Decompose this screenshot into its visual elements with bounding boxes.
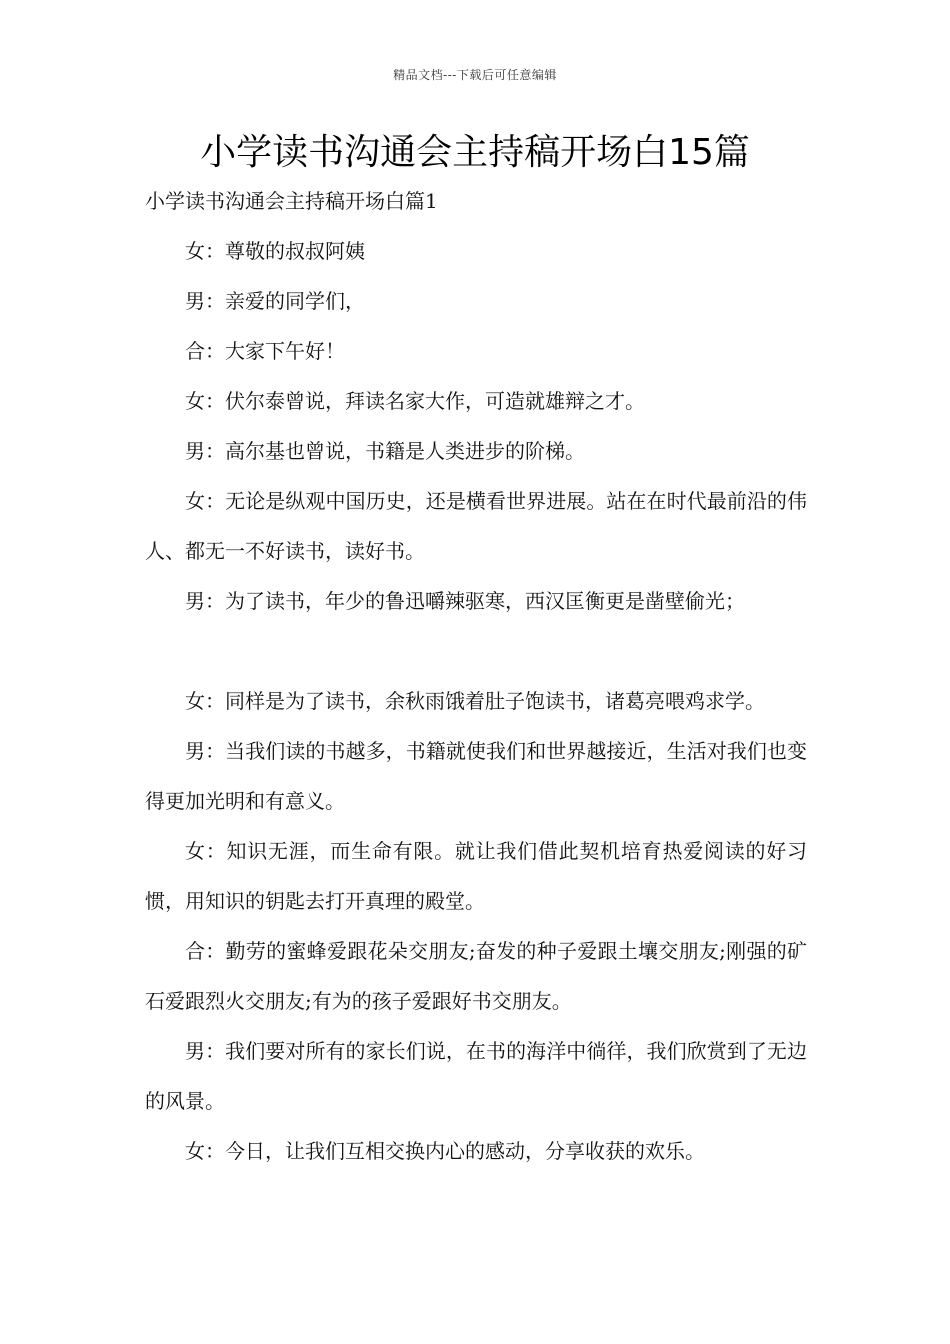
paragraph: 女：无论是纵观中国历史，还是横看世界进展。站在在时代最前沿的伟人、都无一不好读书，读好书。 xyxy=(145,489,807,563)
paragraph: 男：我们要对所有的家长们说，在书的海洋中徜徉，我们欣赏到了无边的风景。 xyxy=(145,1039,807,1113)
paragraph: 合：勤劳的蜜蜂爱跟花朵交朋友;奋发的种子爱跟土壤交朋友;刚强的矿石爱跟烈火交朋友;有为的孩子爱跟好书交朋友。 xyxy=(145,939,807,1013)
paragraph: 男：高尔基也曾说，书籍是人类进步的阶梯。 xyxy=(185,439,585,463)
paragraph: 男：亲爱的同学们， xyxy=(185,289,365,313)
paragraph: 男：当我们读的书越多，书籍就使我们和世界越接近，生活对我们也变得更加光明和有意义。 xyxy=(145,739,807,813)
header-note: 精品文档---下载后可任意编辑 xyxy=(393,68,557,82)
paragraph: 男：为了读书，年少的鲁迅嚼辣驱寒，西汉匡衡更是凿壁偷光； xyxy=(185,589,745,613)
paragraph: 女：尊敬的叔叔阿姨 xyxy=(185,239,365,263)
document-body xyxy=(145,226,807,1176)
blank-line xyxy=(145,626,807,676)
paragraph: 女：今日，让我们互相交换内心的感动，分享收获的欢乐。 xyxy=(185,1139,705,1163)
paragraph: 女：知识无涯，而生命有限。就让我们借此契机培育热爱阅读的好习惯，用知识的钥匙去打开真理的殿堂。 xyxy=(145,839,807,913)
section-heading: 小学读书沟通会主持稿开场白篇1 xyxy=(145,189,438,213)
paragraph: 女：同样是为了读书，余秋雨饿着肚子饱读书，诸葛亮喂鸡求学。 xyxy=(185,689,765,713)
paragraph: 女：伏尔泰曾说，拜读名家大作，可造就雄辩之才。 xyxy=(185,389,645,413)
paragraph: 合：大家下午好！ xyxy=(185,339,345,363)
document-title: 小学读书沟通会主持稿开场白15篇 xyxy=(200,132,750,173)
